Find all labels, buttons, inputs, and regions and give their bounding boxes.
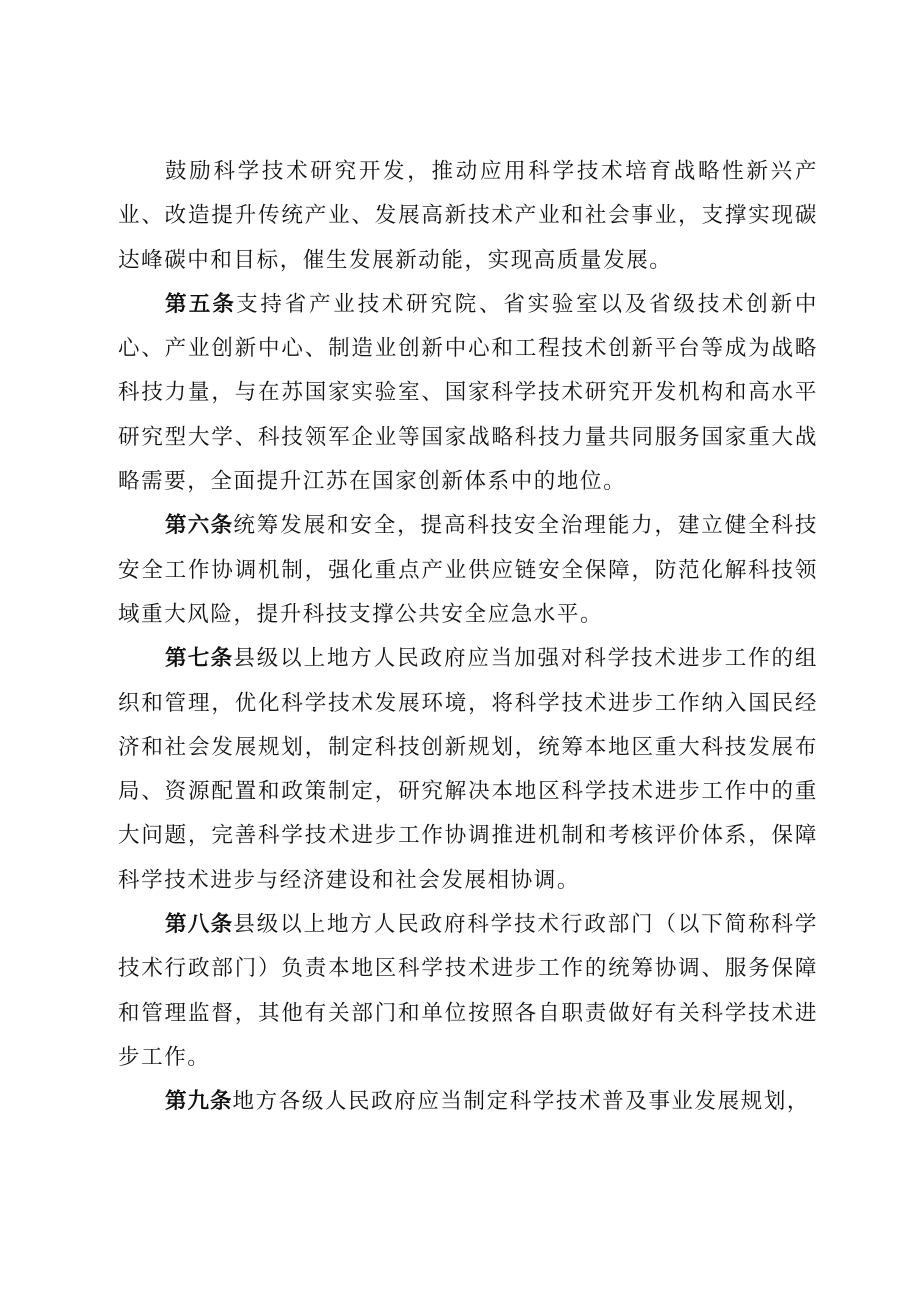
paragraph-text: 地方各级人民政府应当制定科学技术普及事业发展规划， — [232, 1089, 811, 1115]
article-9-paragraph — [118, 1080, 818, 1124]
article-number: 第六条 — [165, 513, 234, 539]
document-body — [118, 150, 818, 1125]
article-6-paragraph — [118, 504, 818, 637]
paragraph-text: 统筹发展和安全，提高科技安全治理能力，建立健全科技安全工作协调机制，强化重点产业供应链安全保障，防范化解科技领域重大风险，提升科技支撑公共安全应急水平。 — [118, 513, 818, 627]
paragraph-text: 县级以上地方人民政府应当加强对科学技术进步工作的组织和管理，优化科学技术发展环境，将科学技术进步工作纳入国民经济和社会发展规划，制定科技创新规划，统筹本地区重大科技发展布局、资源配置和政策制定，研究解决本地区科学技术进步工作中的重大问题，完善科学技术进步工作协调推进机制和考核评价体系，保障科学技术进步与经济建设和社会发展相协调。 — [118, 646, 818, 893]
article-number: 第七条 — [165, 646, 234, 672]
article-number: 第九条 — [165, 1089, 233, 1115]
article-7-paragraph — [118, 637, 818, 903]
paragraph-text: 鼓励科学技术研究开发，推动应用科学技术培育战略性新兴产业、改造提升传统产业、发展高新技术产业和社会事业，支撑实现碳达峰碳中和目标，催生发展新动能，实现高质量发展。 — [118, 159, 818, 273]
paragraph-text: 支持省产业技术研究院、省实验室以及省级技术创新中心、产业创新中心、制造业创新中心和工程技术创新平台等成为战略科技力量，与在苏国家实验室、国家科学技术研究开发机构和高水平研究型大学、科技领军企业等国家战略科技力量共同服务国家重大战略需要，全面提升江苏在国家创新体系中的地位。 — [118, 291, 818, 495]
article-8-paragraph — [118, 903, 818, 1080]
article-number: 第五条 — [165, 291, 237, 317]
paragraph-text: 县级以上地方人民政府科学技术行政部门（以下简称科学技术行政部门）负责本地区科学技术进步工作的统筹协调、服务保障和管理监督，其他有关部门和单位按照各自职责做好有关科学技术进步工作。 — [118, 912, 818, 1070]
article-number: 第八条 — [165, 912, 234, 938]
article-5-paragraph — [118, 283, 818, 504]
paragraph-continuation — [118, 150, 818, 283]
